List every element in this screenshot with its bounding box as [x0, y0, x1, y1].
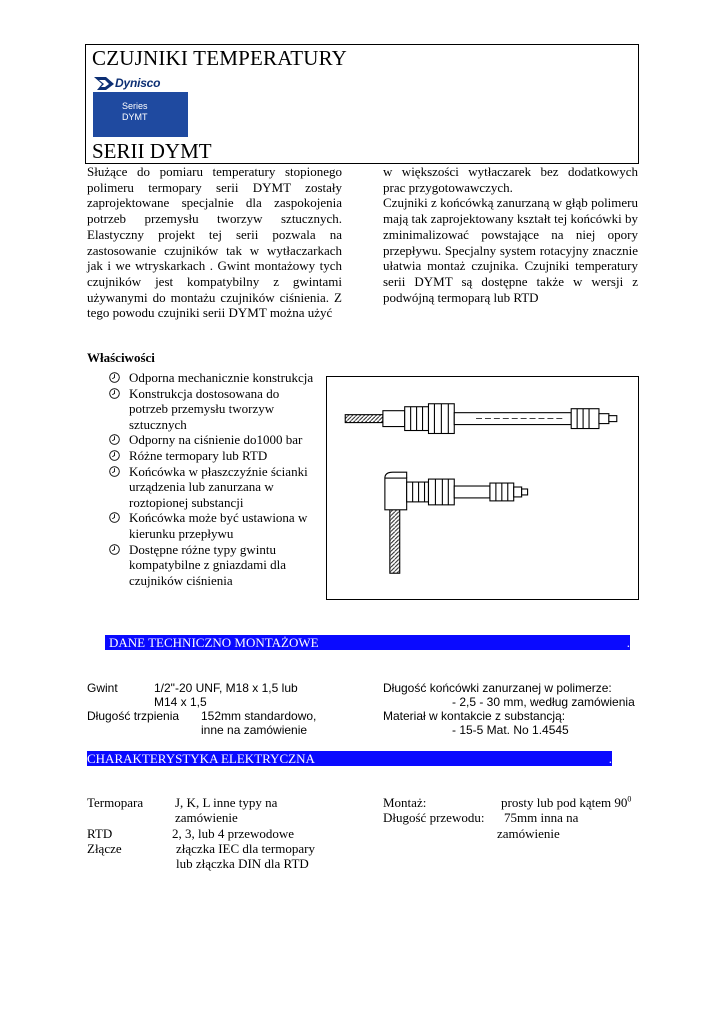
przewod-value-2: zamówienie: [497, 826, 560, 841]
koncowka-value: - 2,5 - 30 mm, według zamówienia: [452, 695, 635, 709]
list-item: [109, 386, 319, 433]
list-item: [109, 510, 319, 541]
zlacze-value-2: lub złączka DIN dla RTD: [176, 856, 309, 871]
list-item: [109, 542, 319, 589]
section-bar-dot: .: [608, 751, 612, 766]
section-bar-technical: [105, 635, 630, 650]
material-label: Materiał w kontakcie z substancją:: [383, 709, 566, 723]
list-item-text: Dostępne różne typy gwintu kompatybilne z gniazdami dla czujników ciśnienia: [129, 541, 287, 588]
koncowka-label: Długość końcówki zanurzanej w polimerze:: [383, 681, 612, 695]
section-title-technical: DANE TECHNICZNO MONTAŻOWE: [109, 635, 319, 650]
zlacze-label: Złącze: [87, 841, 122, 856]
clock-bullet-icon: [109, 466, 120, 477]
intro-right-paragraph-1: w większości wytłaczarek bez dodatkowych prac przygotowawczych.: [383, 164, 638, 195]
section-title-electrical: CHARAKTERYSTYKA ELEKTRYCZNA: [87, 751, 315, 766]
montaz-label: Montaż:: [383, 795, 427, 810]
gwint-value-2: M14 x 1,5: [154, 695, 207, 709]
clock-bullet-icon: [109, 450, 120, 461]
list-item-text: Końcówka w płaszczyźnie ścianki urządzenia lub zanurzana w roztopionej substancji: [129, 463, 308, 510]
intro-right-column: [383, 164, 638, 305]
list-item: [109, 464, 319, 511]
material-value: - 15-5 Mat. No 1.4545: [452, 723, 569, 737]
dynisco-logo: [93, 75, 188, 137]
przewod-value-1: 75mm inna na: [504, 810, 579, 825]
sensor-diagram: [326, 376, 639, 600]
page-title: CZUJNIKI TEMPERATURY: [92, 46, 348, 70]
list-item-text: Konstrukcja dostosowana do potrzeb przemysłu tworzyw sztucznych: [129, 385, 280, 432]
section-bar-electrical: [87, 751, 612, 766]
termopara-value-1: J, K, L inne typy na: [175, 795, 278, 810]
clock-bullet-icon: [109, 372, 120, 383]
properties-heading: Właściwości: [87, 350, 155, 365]
page-subtitle: SERII DYMT: [92, 139, 212, 163]
rtd-value: 2, 3, lub 4 przewodowe: [172, 826, 295, 841]
przewod-label: Długość przewodu:: [383, 810, 485, 825]
rtd-label: RTD: [87, 826, 113, 841]
angled-sensor-drawing: [385, 472, 528, 573]
straight-sensor-drawing: [345, 404, 617, 434]
termopara-label: Termopara: [87, 795, 144, 810]
termopara-value-2: zamówienie: [175, 810, 238, 825]
list-item: [109, 432, 319, 448]
gwint-label: Gwint: [87, 681, 118, 695]
logo-model-label: DYMT: [122, 112, 148, 122]
zlacze-value-1: złączka IEC dla termopary: [176, 841, 315, 856]
intro-left-column: Służące do pomiaru temperatury stopionego polimeru termopary serii DYMT zostały zaprojektowane specjalnie dla zaspokojenia potrzeb przemysłu tworzyw sztucznych. Elastyczny projekt tej serii pozwala na zastosowanie czujników tak w wytłaczarkach jak i we wtryskarkach . Gwint montażowy tych czujników jest kompatybilny z gwintami używanymi do montażu czujników ciśnienia. Z tego powodu czujniki serii DYMT można użyć: [87, 164, 342, 321]
clock-bullet-icon: [109, 512, 120, 523]
list-item-text: Różne termopary lub RTD: [129, 447, 268, 463]
list-item-text: Odporna mechanicznie konstrukcja: [129, 370, 314, 385]
gwint-value-1: 1/2"-20 UNF, M18 x 1,5 lub: [154, 681, 298, 695]
trzpien-value-1: 152mm standardowo,: [201, 709, 317, 723]
clock-bullet-icon: [109, 544, 120, 555]
clock-bullet-icon: [109, 388, 120, 399]
section-bar-dot: .: [626, 635, 630, 650]
properties-list: [109, 370, 319, 588]
montaz-value-line: [501, 795, 631, 811]
logo-series-text: [122, 101, 148, 123]
list-item: [109, 370, 319, 386]
dynisco-mark-icon: [94, 76, 114, 91]
trzpien-value-2: inne na zamówienie: [201, 723, 308, 737]
list-item: [109, 448, 319, 464]
montaz-value: prosty lub pod kątem 90: [501, 795, 628, 810]
list-item-text: Odporny na ciśnienie do1000 bar: [129, 432, 303, 448]
logo-brand-text: Dynisco: [115, 76, 161, 90]
montaz-degree: 0: [627, 794, 632, 804]
trzpien-label: Długość trzpienia: [87, 709, 180, 723]
clock-bullet-icon: [109, 434, 120, 445]
intro-right-paragraph-2: Czujniki z końcówką zanurzaną w głąb polimeru mają tak zaprojektowany kształt tej końcówki by zminimalizować powstające na niej opory przepływu. Specjalny system rotacyjny znacznie ułatwia montaż czujnika. Czujniki temperatury serii DYMT są dostępne także w wersji z podwójną termoparą lub RTD: [383, 195, 638, 305]
logo-series-label: Series: [122, 101, 148, 111]
list-item-text: Końcówka może być ustawiona w kierunku przepływu: [129, 510, 308, 541]
